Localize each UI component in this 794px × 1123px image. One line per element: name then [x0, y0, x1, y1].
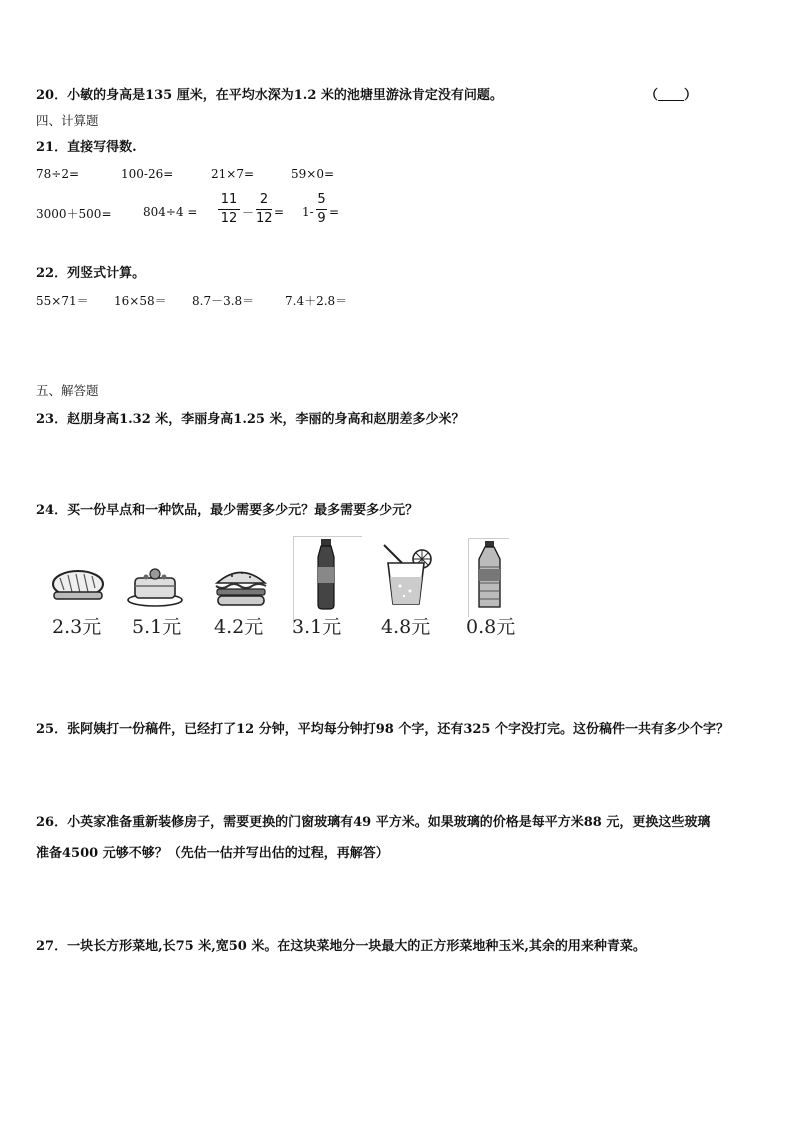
section-5-heading: 五、解答题: [36, 383, 99, 398]
calc-item: 804÷4 =: [143, 205, 198, 219]
question-21-title: 21．直接写得数.: [36, 140, 137, 155]
question-20: 20．小敏的身高是135 厘米，在平均水深为1.2 米的池塘里游泳肯定没有问题。: [36, 88, 503, 103]
question-22-title: 22．列竖式计算。: [36, 266, 146, 281]
bread-icon: [50, 566, 106, 610]
calc-item: 59×0=: [291, 167, 335, 181]
calc-item: 7.4＋2.8＝: [285, 294, 348, 308]
price-label: 0.8元: [466, 616, 516, 638]
question-26-line-1: 26．小英家准备重新装修房子，需要更换的门窗玻璃有49 平方米。如果玻璃的价格是每平方米88 元，更换这些玻璃: [36, 815, 711, 830]
calc-item: 16×58＝: [114, 294, 167, 308]
calc-item: 3000＋500=: [36, 207, 112, 221]
hamburger-icon: [212, 566, 270, 612]
price-label: 4.2元: [214, 616, 264, 638]
calc-item: 78÷2=: [36, 167, 80, 181]
price-label: 2.3元: [52, 616, 102, 638]
question-27: 27．一块长方形菜地,长75 米,宽50 米。在这块菜地分一块最大的正方形菜地种玉米,其余的用来种青菜。: [36, 939, 646, 954]
cake-icon: [126, 564, 184, 612]
calc-item: 21×7=: [211, 167, 255, 181]
price-label: 3.1元: [292, 616, 342, 638]
question-23: 23．赵朋身高1.32 米，李丽身高1.25 米，李丽的身高和赵朋差多少米？: [36, 412, 465, 427]
juice-glass-icon: [376, 541, 438, 611]
price-label: 4.8元: [381, 616, 431, 638]
question-24-title: 24．买一份早点和一种饮品，最少需要多少元？最多需要多少元？: [36, 503, 419, 518]
question-25: 25．张阿姨打一份稿件，已经打了12 分钟，平均每分钟打98 个字，还有325 个字没打完。这份稿件一共有多少个字？: [36, 722, 729, 737]
calc-item: 100-26=: [121, 167, 174, 181]
section-4-heading: 四、计算题: [36, 113, 99, 128]
answer-blank-20[interactable]: （ ）: [645, 88, 698, 103]
calc-item: 8.7－3.8＝: [192, 294, 255, 308]
question-26-line-2: 准备4500 元够不够？（先估一估并写出估的过程，再解答）: [36, 846, 389, 861]
water-bottle-icon: [468, 538, 509, 617]
calc-item: 55×71＝: [36, 294, 89, 308]
price-label: 5.1元: [132, 616, 182, 638]
